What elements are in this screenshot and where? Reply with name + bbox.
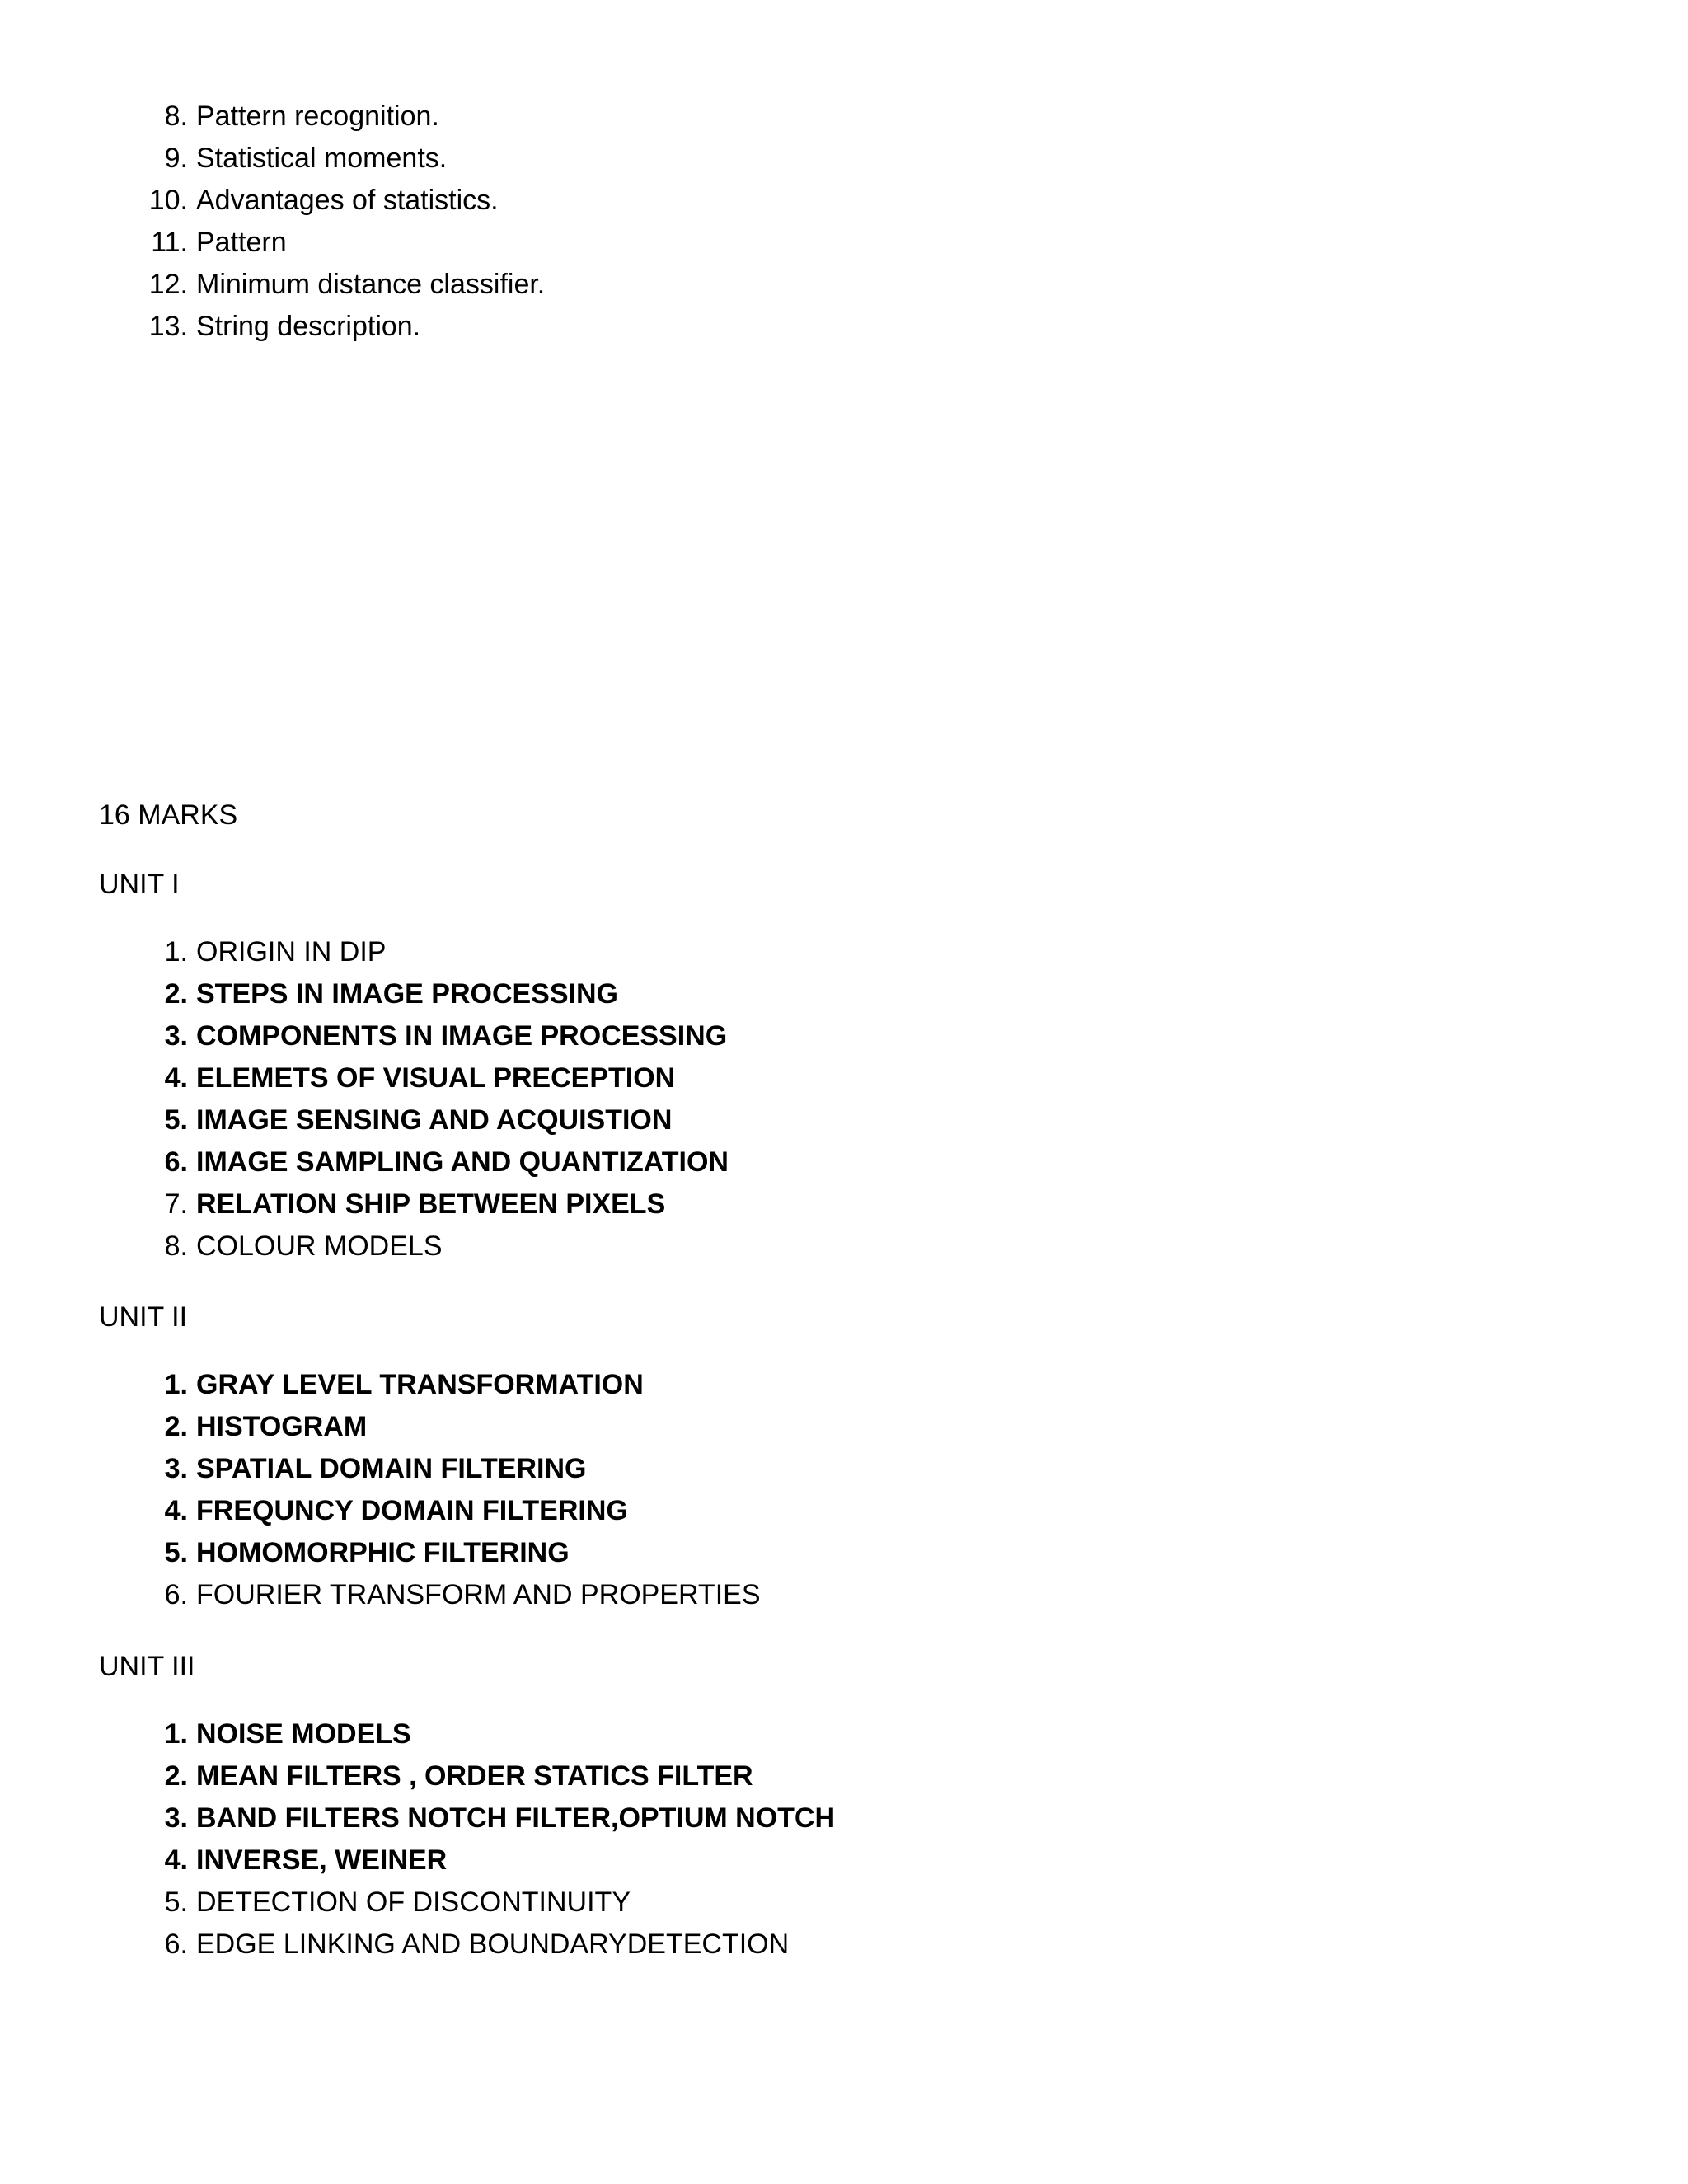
list-item-number: 3. — [164, 1802, 188, 1834]
list-item-text: HISTOGRAM — [196, 1411, 368, 1442]
list-item-number: 4. — [164, 1844, 188, 1876]
list-item-number: 2. — [164, 1760, 188, 1792]
list-item-number: 3. — [164, 1453, 188, 1484]
list-item-text: IMAGE SENSING AND ACQUISTION — [196, 1104, 673, 1136]
list-item-text: EDGE LINKING AND BOUNDARYDETECTION — [196, 1929, 790, 1960]
list-item-number: 5. — [164, 1104, 188, 1136]
list-item-text: INVERSE, WEINER — [196, 1844, 448, 1876]
list-item-text: Pattern — [196, 227, 287, 258]
list-item-number: 6. — [164, 1579, 188, 1610]
list-item-text: FOURIER TRANSFORM AND PROPERTIES — [196, 1579, 761, 1610]
list-item-number: 3. — [164, 1020, 188, 1052]
list-item-text: Statistical moments. — [196, 143, 448, 174]
list-item-number: 8. — [164, 101, 188, 132]
list-item-text: GRAY LEVEL TRANSFORMATION — [196, 1369, 644, 1400]
list-item-text: ELEMETS OF VISUAL PRECEPTION — [196, 1062, 676, 1094]
list-item-text: ORIGIN IN DIP — [196, 936, 387, 968]
list-item-number: 1. — [164, 936, 188, 968]
list-item-number: 4. — [164, 1495, 188, 1526]
list-item-number: 2. — [164, 1411, 188, 1442]
list-item-text: Minimum distance classifier. — [196, 269, 546, 300]
list-item-number: 10. — [148, 185, 188, 216]
list-item-text: BAND FILTERS NOTCH FILTER,OPTIUM NOTCH — [196, 1802, 836, 1834]
list-item-number: 9. — [164, 143, 188, 174]
list-item-number: 11. — [151, 227, 188, 258]
list-item-number: 1. — [164, 1369, 188, 1400]
unit-1-heading: UNIT I — [99, 869, 180, 900]
marks-heading: 16 MARKS — [99, 799, 238, 831]
list-item-text: RELATION SHIP BETWEEN PIXELS — [196, 1188, 666, 1220]
list-item-text: NOISE MODELS — [196, 1718, 411, 1750]
list-item-text: Advantages of statistics. — [196, 185, 499, 216]
list-item-text: COMPONENTS IN IMAGE PROCESSING — [196, 1020, 728, 1052]
list-item-text: COLOUR MODELS — [196, 1230, 443, 1262]
list-item-number: 1. — [164, 1718, 188, 1750]
list-item-text: DETECTION OF DISCONTINUITY — [196, 1886, 631, 1918]
unit-2-heading: UNIT II — [99, 1301, 188, 1333]
list-item-number: 13. — [148, 311, 188, 342]
list-item-number: 6. — [164, 1146, 188, 1178]
list-item-text: IMAGE SAMPLING AND QUANTIZATION — [196, 1146, 729, 1178]
list-item-text: FREQUNCY DOMAIN FILTERING — [196, 1495, 628, 1526]
list-item-text: MEAN FILTERS , ORDER STATICS FILTER — [196, 1760, 753, 1792]
list-item-text: SPATIAL DOMAIN FILTERING — [196, 1453, 587, 1484]
list-item-number: 2. — [164, 978, 188, 1010]
list-item-number: 8. — [164, 1230, 188, 1262]
list-item-number: 12. — [148, 269, 188, 300]
list-item-number: 5. — [164, 1886, 188, 1918]
list-item-text: HOMOMORPHIC FILTERING — [196, 1537, 570, 1568]
list-item-number: 6. — [164, 1929, 188, 1960]
list-item-text: String description. — [196, 311, 421, 342]
list-item-number: 5. — [164, 1537, 188, 1568]
unit-3-heading: UNIT III — [99, 1651, 195, 1682]
list-item-number: 7. — [164, 1188, 188, 1220]
list-item-number: 4. — [164, 1062, 188, 1094]
list-item-text: STEPS IN IMAGE PROCESSING — [196, 978, 618, 1010]
list-item-text: Pattern recognition. — [196, 101, 439, 132]
